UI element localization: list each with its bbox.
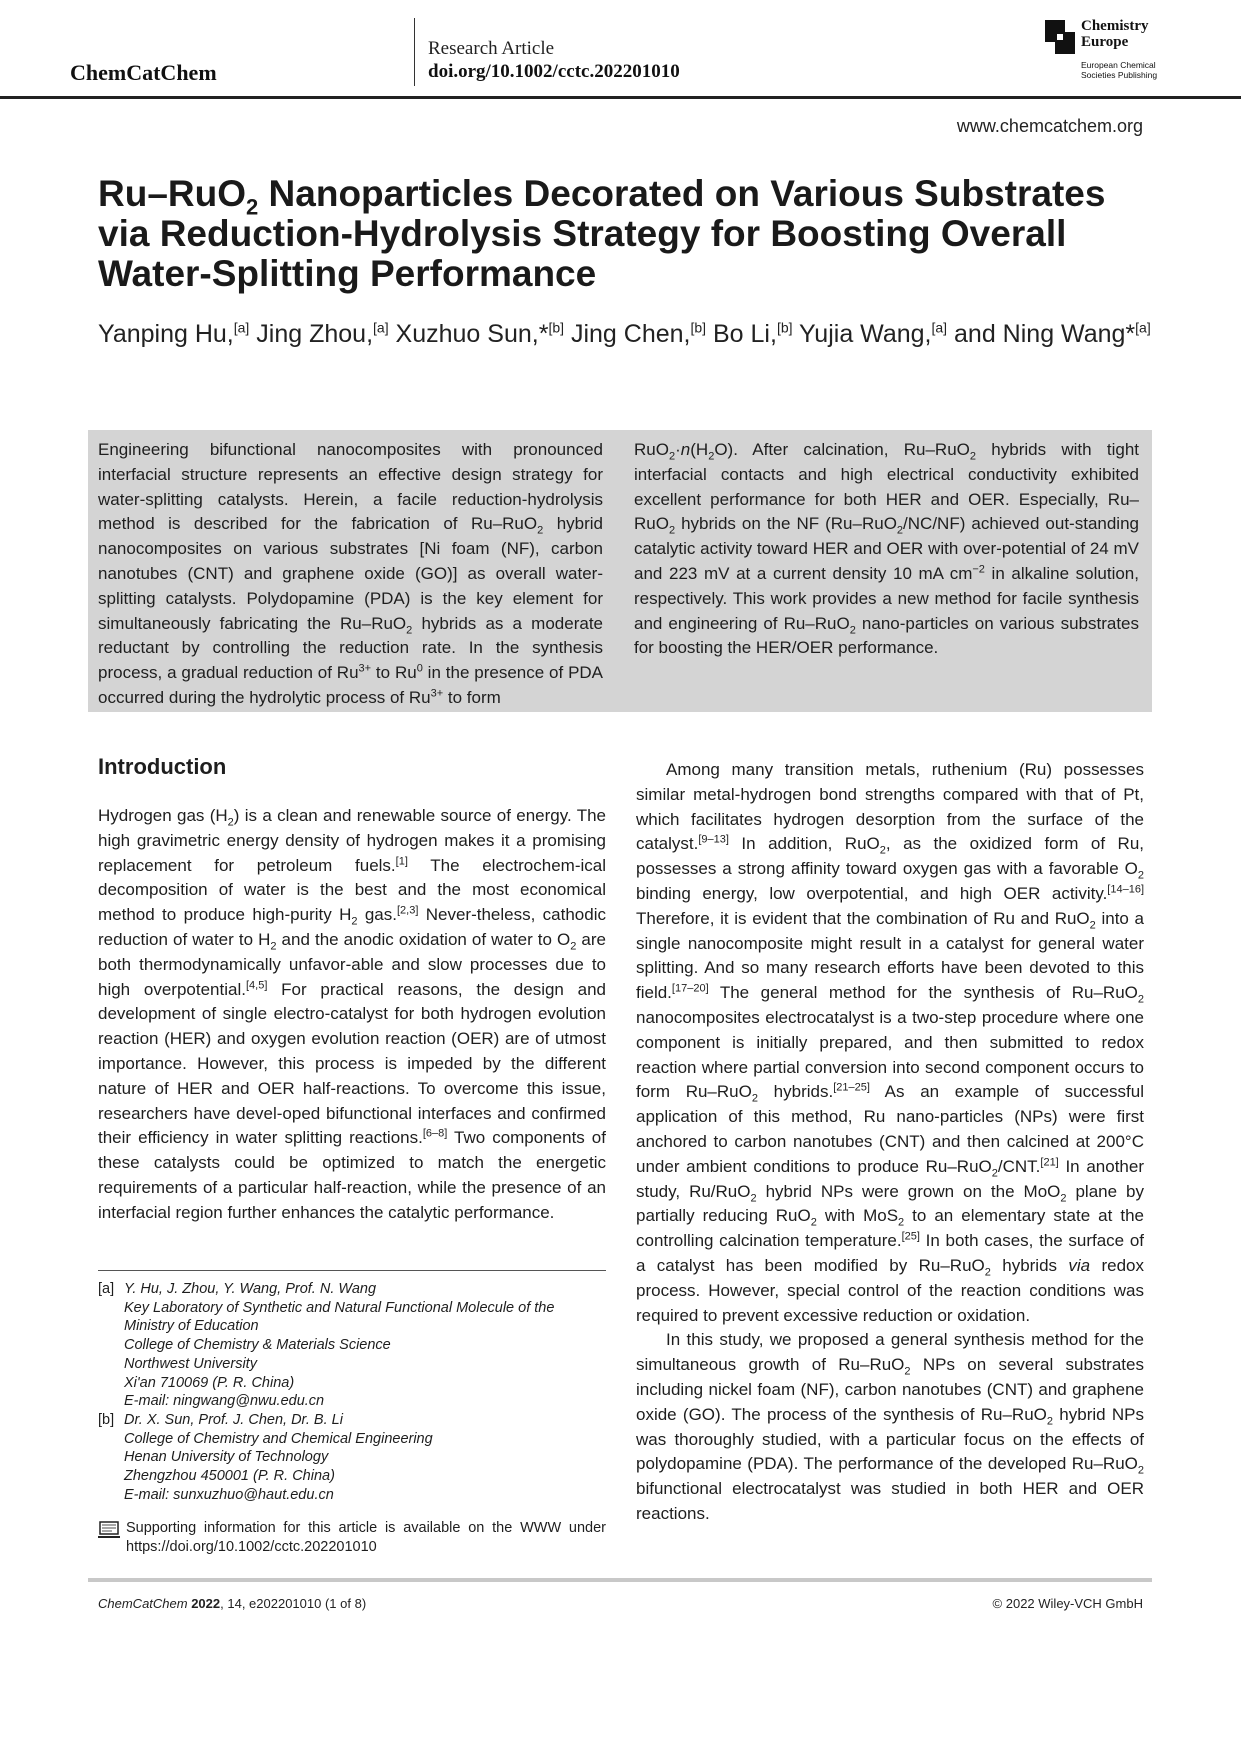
superscript: 3+	[430, 687, 444, 700]
author-name: Jing Chen,	[564, 320, 691, 348]
footer-year: 2022	[187, 1596, 221, 1611]
subscript: 2	[991, 1167, 998, 1180]
author-affiliation: [b]	[548, 319, 565, 336]
affiliation-line: Northwest University	[124, 1355, 257, 1372]
body-text: NPs on several substrates including nickel foam (NF), carbon nanotubes (CNT) and graphene oxide (GO). The process of the synthesis of Ru–RuO	[636, 1355, 1144, 1424]
affiliation-email[interactable]: E-mail: sunxuzhuo@haut.edu.cn	[124, 1486, 334, 1503]
supporting-information	[98, 1519, 606, 1556]
author-affiliation: [a]	[1135, 319, 1151, 336]
subscript: 2	[896, 524, 904, 537]
subscript: 2	[984, 1266, 991, 1279]
subscript: 2	[1089, 919, 1096, 932]
abstract-right-column	[634, 438, 1139, 661]
body-italic: via	[1068, 1255, 1091, 1275]
citation-link[interactable]: [4,5]	[245, 978, 268, 991]
author-affiliation: [b]	[690, 319, 707, 336]
body-text: binding energy, low overpotential, and high OER activity.	[636, 883, 1108, 903]
subscript: 2	[537, 524, 544, 537]
body-text: Hydrogen gas (H	[98, 806, 228, 825]
subscript: 2	[227, 816, 234, 829]
subscript: 2	[1137, 869, 1144, 882]
abstract-text: O). After calcination, Ru–RuO	[714, 440, 970, 459]
abstract-text: in the presence of PDA occurred during the hydrolytic process of Ru	[98, 663, 604, 707]
body-text: redox process. However, special control of the reaction conditions was required to prevent excessive reduction or oxidation.	[636, 1255, 1144, 1325]
abstract-text: to form	[443, 687, 501, 707]
journal-name: ChemCatChem	[70, 60, 217, 85]
publisher-logo	[1045, 18, 1175, 82]
abstract-text: RuO	[634, 440, 669, 459]
footnote-rule	[98, 1270, 606, 1271]
body-text: Two components of these catalysts could be optimized to match the energetic requirements of a particular half-reaction, while the presence of an interfacial region further enhances the catalytic performance.	[98, 1128, 606, 1222]
body-left-column	[98, 752, 606, 1226]
citation-link[interactable]: [21]	[1040, 1156, 1059, 1169]
author-affiliation: [b]	[776, 319, 793, 336]
subscript: 2	[969, 450, 977, 463]
author-name: Jing Zhou,	[249, 320, 374, 348]
citation-link[interactable]: [6–8]	[422, 1127, 448, 1140]
body-text: hybrids	[990, 1255, 1069, 1275]
body-text: nanocomposites electrocatalyst is a two-step procedure where one component is initially prepared, and then submitted to redox reaction where partial conversion into second component occurs to form Ru–RuO	[636, 1007, 1144, 1102]
title-dash: –	[147, 173, 168, 214]
affiliation-line: Zhengzhou 450001 (P. R. China)	[124, 1468, 335, 1485]
body-text: hybrids.	[757, 1082, 834, 1102]
author-name: Xuzhuo Sun,*	[388, 320, 549, 348]
author-name: Yujia Wang,	[792, 320, 932, 348]
abstract-text: Engineering bifunctional nanocomposites with pronounced interfacial structure represents an effective design strategy for water-splitting catalysts. Herein, a facile reduction-hydrolysis method is described for the fabrication of Ru–RuO	[98, 440, 603, 534]
abstract-text: to Ru	[371, 663, 417, 683]
affiliation-line: Henan University of Technology	[124, 1449, 329, 1466]
citation-link[interactable]: [25]	[901, 1230, 920, 1243]
author-affiliation: [a]	[373, 319, 389, 336]
body-text: hybrid NPs was thoroughly studied, with a particular focus on the effects of polydopamine (PDA). The performance of the developed Ru–RuO	[636, 1404, 1144, 1474]
doi-link[interactable]: doi.org/10.1002/cctc.202201010	[428, 61, 680, 82]
abstract-text: hybrids on the NF (Ru–RuO	[675, 514, 897, 534]
affiliation-line: Key Laboratory of Synthetic and Natural Functional Molecule of the Ministry of Education	[124, 1299, 555, 1335]
body-text: The general method for the synthesis of Ru–RuO	[708, 983, 1138, 1003]
body-text: Among many transition metals, ruthenium (Ru) possesses similar metal-hydrogen bond strengths compared with that of Pt, which facilitates hydrogen desorption from the surface of the catalyst.	[636, 760, 1144, 854]
body-text: In addition, RuO	[728, 834, 880, 854]
subscript: 2	[879, 844, 886, 857]
citation-link[interactable]: [21–25]	[833, 1081, 870, 1094]
footer-citation	[98, 1596, 366, 1611]
title-part-2: RuO	[167, 173, 247, 214]
author-affiliation: [a]	[931, 319, 948, 336]
body-text: In this study, we proposed a general synthesis method for the simultaneous growth of Ru–RuO	[636, 1330, 1144, 1375]
abstract-text: in alkaline solution, respectively. This work provides a new method for facile synthesis and engineering of Ru–RuO	[634, 563, 1139, 633]
abstract-text: hybrids as a moderate reductant by controlling the reduction rate. In the synthesis process, a gradual reduction of Ru	[98, 613, 604, 683]
publisher-logo-icon	[1045, 20, 1075, 54]
publisher-name-1: Chemistry	[1081, 18, 1149, 34]
subscript: 2	[1060, 1191, 1067, 1204]
affiliation-tag: [a]	[98, 1281, 115, 1297]
journal-website[interactable]: www.chemcatchem.org	[956, 116, 1143, 136]
subscript: 2	[1046, 1415, 1054, 1428]
footer-rule	[88, 1578, 1152, 1582]
footer-copyright: © 2022 Wiley-VCH GmbH	[992, 1596, 1143, 1611]
abstract-text: hybrid nanocomposites on various substrates [Ni foam (NF), carbon nanotubes (CNT) and graphene oxide (GO)] as overall water-splitting catalysts. Polydopamine (PDA) is the key element for simultaneously fabricating the Ru–RuO	[98, 514, 603, 633]
affiliation-email[interactable]: E-mail: ningwang@nwu.edu.cn	[124, 1393, 325, 1410]
citation-link[interactable]: [14–16]	[1107, 883, 1144, 896]
body-text: /CNT.	[997, 1156, 1041, 1176]
body-text: For practical reasons, the design and development of single electro-catalyst for both hydrogen evolution reaction (HER) and oxygen evolution reaction (OER) are of utmost importance. However, this process is impeded by the different nature of HER and OER half-reactions. To overcome this issue, researchers have devel-oped bifunctional interfaces and confirmed their efficiency in water splitting reactions.	[98, 979, 606, 1148]
affiliation-line: Y. Hu, J. Zhou, Y. Wang, Prof. N. Wang	[124, 1281, 377, 1297]
body-text: Therefore, it is evident that the combination of Ru and RuO	[636, 908, 1090, 928]
citation-link[interactable]: [2,3]	[396, 904, 419, 917]
citation-link[interactable]: [1]	[395, 854, 408, 867]
title-subscript: 2	[246, 194, 259, 220]
citation-link[interactable]: [9–13]	[698, 833, 729, 846]
subscript: 2	[1137, 993, 1144, 1006]
subscript: 2	[751, 1092, 758, 1105]
computer-icon	[98, 1521, 120, 1539]
author-name: Bo Li,	[706, 320, 777, 348]
subscript: 2	[1137, 1464, 1144, 1477]
header-divider	[414, 18, 415, 86]
abstract-box	[88, 430, 1152, 712]
abstract-text: nano-particles on various substrates for boosting the HER/OER performance.	[634, 613, 1140, 658]
title-part-3: Nanoparticles Decorated on Various Substrates via Reduction-Hydrolysis Strategy for Boosting Overall Water-Splitting Performance	[98, 173, 1106, 294]
superscript: −2	[972, 563, 985, 576]
subscript: 2	[904, 1365, 911, 1378]
affiliation-line: College of Chemistry & Materials Science	[124, 1337, 391, 1354]
subscript: 2	[849, 623, 856, 636]
author-name: Yanping Hu,	[98, 320, 234, 348]
body-text: plane by partially reducing RuO	[636, 1181, 1144, 1226]
abstract-text: hybrids with tight interfacial contacts and high electrical conductivity exhibited excellent performance for both HER and OER. Especially, Ru–RuO	[634, 440, 1139, 534]
author-name: and Ning Wang*	[947, 320, 1136, 348]
publisher-subtitle-2: Societies Publishing	[1081, 70, 1158, 80]
body-text: hybrid NPs were grown on the MoO	[756, 1181, 1061, 1201]
superscript: 3+	[358, 662, 372, 675]
author-affiliation: [a]	[233, 319, 250, 336]
title-part-1: Ru	[98, 173, 148, 214]
section-heading: Introduction	[98, 754, 227, 779]
header-rule	[0, 96, 1241, 99]
publisher-name-2: Europe	[1081, 34, 1129, 50]
body-paragraph	[636, 1328, 1144, 1526]
body-text: As an example of successful application of this method, Ru nano-particles (NPs) were first anchored to carbon nanotubes (CNT) and then calcined at 200°C under ambient conditions to produce Ru–RuO	[636, 1082, 1144, 1176]
body-text: into a single nanocomposite might result in a catalyst for general water splitting. And so many research efforts have been devoted to this field.	[636, 908, 1144, 1003]
body-text: with MoS	[816, 1206, 899, 1226]
author-list	[98, 318, 1158, 350]
body-text: , as the oxidized form of Ru, possesses a strong affinity toward oxygen gas with a favorable O	[636, 834, 1145, 879]
subscript: 2	[351, 915, 358, 928]
body-text: Never-theless, cathodic reduction of water to H	[98, 905, 606, 949]
publisher-subtitle-1: European Chemical	[1081, 60, 1156, 70]
subscript: 2	[270, 940, 277, 953]
subscript: 2	[668, 450, 676, 463]
footer-volume-page: , 14, e202201010 (1 of 8)	[220, 1596, 367, 1611]
body-paragraph	[98, 804, 606, 1226]
supporting-information-text[interactable]: Supporting information for this article is available on the WWW under https://doi.org/10.1002/cctc.202201010	[126, 1520, 606, 1555]
subscript: 2	[406, 623, 413, 636]
affiliation-line: College of Chemistry and Chemical Engineering	[124, 1430, 433, 1447]
abstract-left-column	[98, 438, 603, 711]
affiliations	[98, 1280, 606, 1504]
body-text: In another study, Ru/RuO	[636, 1156, 1144, 1201]
body-text: gas.	[357, 905, 397, 925]
subscript: 2	[668, 524, 676, 537]
affiliation-tag: [b]	[98, 1411, 115, 1428]
abstract-text: (H	[690, 440, 709, 459]
body-right-column	[636, 758, 1144, 1527]
abstract-text: /NC/NF) achieved out-standing catalytic activity toward HER and OER with over-potential of 24 mV and 223 mV at a current density 10 mA cm	[634, 514, 1139, 583]
abstract-text: ·	[675, 440, 681, 459]
subscript: 2	[810, 1216, 817, 1229]
subscript: 2	[708, 450, 715, 463]
body-text: ) is a clean and renewable source of energy. The high gravimetric energy density of hydrogen makes it a promising replacement for petroleum fuels.	[98, 806, 606, 875]
subscript: 2	[898, 1216, 905, 1229]
affiliation-line: Dr. X. Sun, Prof. J. Chen, Dr. B. Li	[124, 1411, 343, 1428]
body-text: In both cases, the surface of a catalyst has been modified by Ru–RuO	[636, 1231, 1144, 1275]
body-text: to an elementary state at the controlling calcination temperature.	[636, 1206, 1144, 1251]
body-text: The electrochem-ical decomposition of water is the best and the most economical method to produce high-purity H	[98, 855, 606, 925]
article-title	[98, 174, 1158, 294]
footer-journal: ChemCatChem	[98, 1596, 188, 1611]
body-text: are both thermodynamically unfavor-able and slow processes due to high overpotential.	[98, 929, 607, 999]
body-paragraph	[636, 758, 1144, 1328]
affiliation-b	[98, 1411, 606, 1505]
affiliation-line: Xi'an 710069 (P. R. China)	[124, 1374, 295, 1391]
abstract-italic: n	[680, 440, 691, 459]
affiliation-a	[98, 1280, 606, 1411]
citation-link[interactable]: [17–20]	[671, 982, 709, 995]
subscript: 2	[570, 940, 577, 953]
article-type: Research Article	[428, 38, 555, 59]
body-text: and the anodic oxidation of water to O	[276, 929, 571, 949]
subscript: 2	[750, 1191, 757, 1204]
superscript: 0	[416, 662, 423, 675]
body-text: bifunctional electrocatalyst was studied in both HER and OER reactions.	[636, 1479, 1144, 1523]
